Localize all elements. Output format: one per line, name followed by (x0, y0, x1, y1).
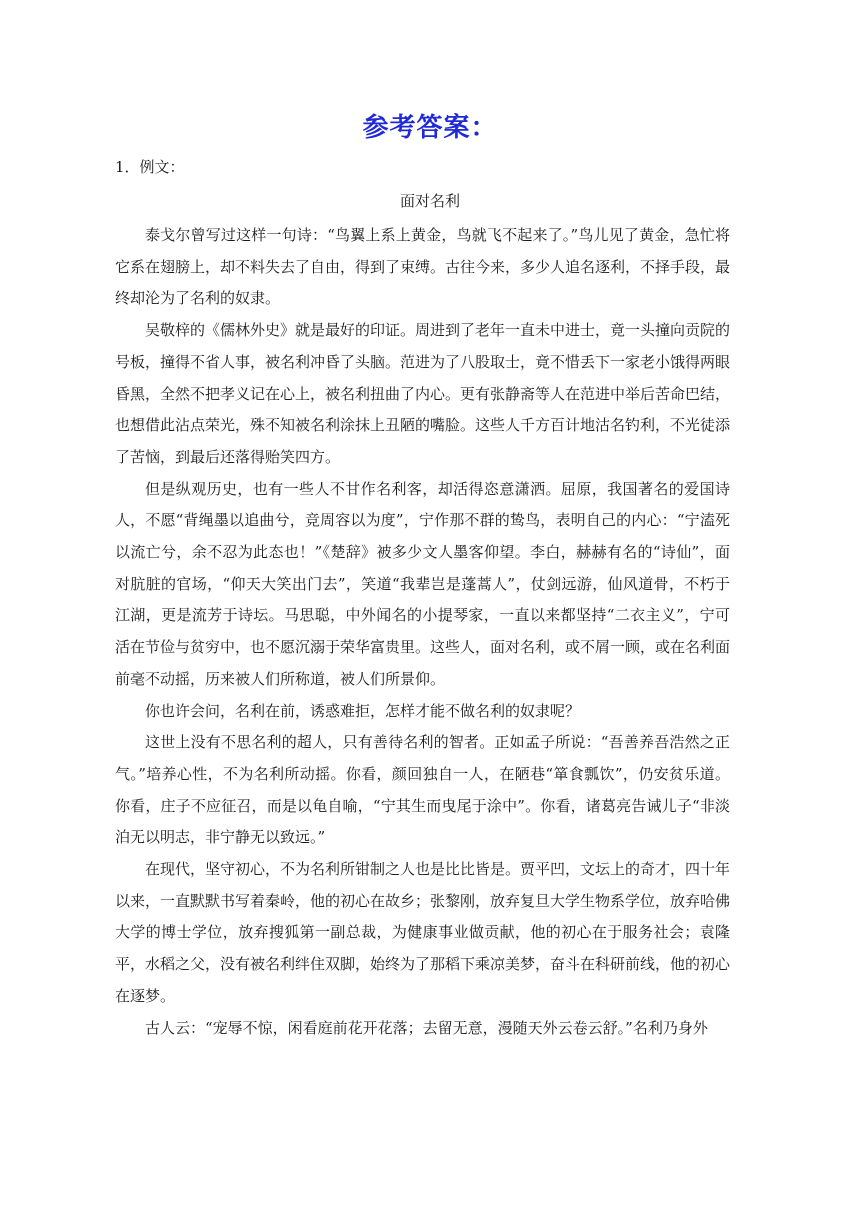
answer-heading: 参考答案： (362, 113, 498, 143)
essay-paragraph: 你也许会问，名利在前，诱惑难拒，怎样才能不做名利的奴隶呢？ (145, 701, 581, 720)
essay-body (115, 220, 730, 1044)
essay-title: 面对名利 (399, 192, 460, 210)
essay-paragraph: 在现代，坚守初心，不为名利所钳制之人也是比比皆是。贾平凹，文坛上的奇才，四十年以来，一直默默书写着秦岭，他的初心在故乡；张黎刚，放弃复旦大学生物系学位，放弃哈佛大学的博士学位，放弃搜狐第一副总裁，为健康事业做贡献，他的初心在于服务社会；袁隆平，水稻之父，没有被名利绊住双脚，始终为了那稻下乘凉美梦，奋斗在科研前线，他的初心在逐梦。 (115, 860, 731, 1005)
question-number-label: 1．例文： (115, 158, 185, 176)
essay-paragraph: 泰戈尔曾写过这样一句诗：“鸟翼上系上黄金，鸟就飞不起来了。”鸟儿见了黄金，急忙将它系在翅膀上，却不料失去了自由，得到了束缚。古往今来，多少人追名逐利，不择手段，最终却沦为了名利的奴隶。 (115, 226, 731, 308)
essay-paragraph: 古人云：“宠辱不惊，闲看庭前花开花落；去留无意，漫随天外云卷云舒。”名利乃身外 (145, 1018, 708, 1037)
essay-paragraph: 吴敬梓的《儒林外史》就是最好的印证。周进到了老年一直未中进士，竟一头撞向贡院的号板，撞得不省人事，被名利冲昏了头脑。范进为了八股取士，竟不惜丢下一家老小饿得两眼昏黑，全然不把孝义记在心上，被名利扭曲了内心。更有张静斋等人在范进中举后苦命巴结，也想借此沾点荣光，殊不知被名利涂抹上丑陋的嘴脸。这些人千方百计地沽名钓利，不光徒添了苦恼，到最后还落得贻笑四方。 (115, 321, 731, 466)
essay-paragraph: 但是纵观历史，也有一些人不甘作名利客，却活得恣意潇洒。屈原，我国著名的爱国诗人，不愿“背绳墨以追曲兮，竞周容以为度”，宁作那不群的鸷鸟，表明自己的内心：“宁溘死以流亡兮，余不忍为此态也！”《楚辞》被多少文人墨客仰望。李白，赫赫有名的“诗仙”，面对肮脏的官场，“仰天大笑出门去”，笑道“我辈岂是蓬蒿人”，仗剑远游，仙风道骨，不朽于江湖，更是流芳于诗坛。马思聪，中外闻名的小提琴家，一直以来都坚持“二衣主义”，宁可活在节俭与贫穷中，也不愿沉溺于荣华富贵里。这些人，面对名利，或不屑一顾，或在名利面前毫不动摇，历来被人们所称道，被人们所景仰。 (115, 479, 731, 688)
essay-paragraph: 这世上没有不思名利的超人，只有善待名利的智者。正如孟子所说：“吾善养吾浩然之正气。”培养心性，不为名利所动摇。你看，颜回独自一人，在陋巷“箪食瓢饮”，仍安贫乐道。你看，庄子不应征召，而是以龟自喻，“宁其生而曳尾于涂中”。你看，诸葛亮告诫儿子“非淡泊无以明志，非宁静无以致远。” (115, 733, 730, 847)
